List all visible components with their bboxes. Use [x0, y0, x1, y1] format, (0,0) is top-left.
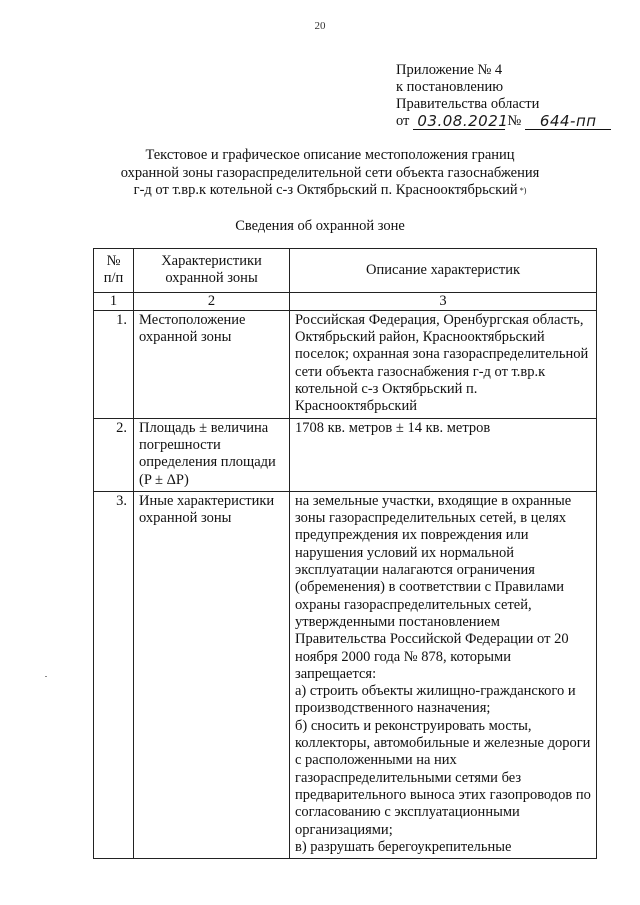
table-index-row — [94, 292, 597, 310]
appendix-line-3: Правительства области — [396, 96, 540, 112]
title-line-3 — [60, 182, 600, 200]
document-title — [60, 147, 600, 200]
index-cell-2: 2 — [134, 292, 290, 310]
title-line-2: охранной зоны газораспределительной сети объекта газоснабжения — [120, 164, 540, 181]
header-number: № п/п — [94, 249, 134, 293]
row-description: Российская Федерация, Оренбургская область, Октябрьский район, Краснооктябрьский поселок; охранная зона газораспределительной сети объекта газоснабжения г-д от т.вр.к котельной с-з Октябрьский п. Краснооктябрьский — [290, 310, 597, 418]
header-description: Описание характеристик — [290, 249, 597, 293]
page-number: 20 — [314, 20, 326, 32]
row-description-item-a: а) строить объекты жилищно-гражданского и производственного назначения; — [295, 683, 576, 717]
section-title: Сведения об охранной зоне — [235, 218, 405, 234]
row-number: 3. — [94, 491, 134, 858]
appendix-block — [396, 62, 611, 130]
appendix-from-label: от — [396, 113, 410, 129]
row-number: 1. — [94, 310, 134, 418]
index-cell-3: 3 — [290, 292, 597, 310]
row-characteristic: Иные характеристики охранной зоны — [134, 491, 290, 858]
scan-artifact — [45, 676, 47, 677]
title-line-3-text: г-д от т.вр.к котельной с-з Октябрьский п. Краснооктябрьский — [133, 182, 518, 198]
header-characteristics: Характеристики охранной зоны — [134, 249, 290, 293]
title-line-1: Текстовое и графическое описание местоположения границ — [145, 147, 515, 163]
row-number: 2. — [94, 418, 134, 491]
footnote-mark: *) — [519, 186, 527, 195]
appendix-line-2: к постановлению — [396, 79, 504, 95]
appendix-line-1: Приложение № 4 — [396, 62, 503, 78]
table-row — [94, 310, 597, 418]
table-row — [94, 491, 597, 858]
row-description — [290, 491, 597, 858]
table-header-row — [94, 249, 597, 293]
row-description-item-c: в) разрушать берегоукрепительные — [295, 838, 512, 855]
row-description: 1708 кв. метров ± 14 кв. метров — [290, 418, 597, 491]
row-description-intro: на земельные участки, входящие в охранные зоны газораспределительных сетей, в целях предупреждения их повреждения или нарушения условий их нормальной эксплуатации налагаются ограничения (обременения) в соответствии с Правилами охраны газораспределительных сетей, утвержденными постановлением Правительства Российской Федерации от 20 ноября 2000 года № 878, которыми запрещается: — [295, 492, 572, 682]
handwritten-number: 644-пп — [525, 114, 611, 130]
appendix-date-number-row — [396, 113, 611, 130]
row-description-item-b: б) сносить и реконструировать мосты, коллекторы, автомобильные и железные дороги с расположенными на них газораспределительными сетями без предварительного выноса этих газопроводов по согласованию с эксплуатационными организациями; — [295, 717, 591, 838]
row-characteristic: Местоположение охранной зоны — [134, 310, 290, 418]
table-row — [94, 418, 597, 491]
index-cell-1: 1 — [94, 292, 134, 310]
row-characteristic: Площадь ± величина погрешности определения площади (P ± ΔP) — [134, 418, 290, 491]
appendix-number-sign: № — [507, 113, 522, 129]
protection-zone-table — [93, 248, 597, 859]
handwritten-date: 03.08.2021 — [413, 114, 505, 130]
